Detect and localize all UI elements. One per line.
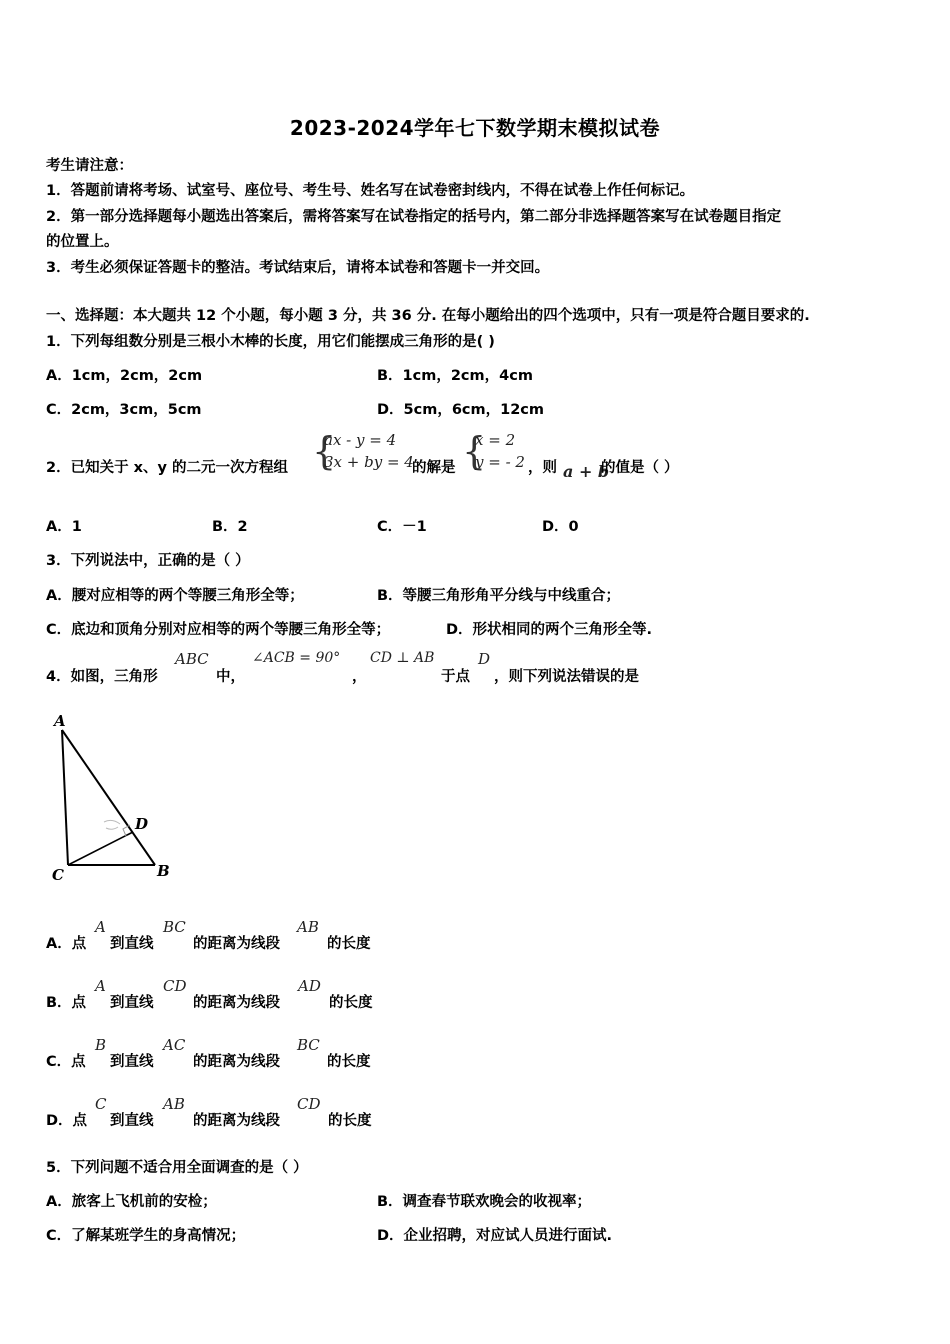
- section-heading: 一、选择题：本大题共 12 个小题，每小题 3 分，共 36 分. 在每小题给出的四个选项中，只有一项是符合题目要求的.: [46, 308, 810, 324]
- segment-cd: [68, 832, 133, 865]
- notice-heading: 考生请注意：: [46, 158, 133, 174]
- vertex-c-label: C: [52, 866, 64, 884]
- question-4-stem-2: 中，: [216, 669, 245, 685]
- perpendicular-label: CD ⊥ AB: [370, 650, 435, 666]
- side-ac: [62, 730, 68, 865]
- equation-system-brace: {: [312, 429, 337, 473]
- question-3-option-a: A．腰对应相等的两个等腰三角形全等；: [46, 588, 304, 604]
- question-2-option-a: A．1: [46, 519, 82, 535]
- point-d-label: D: [478, 650, 491, 668]
- question-3-stem: 3．下列说法中，正确的是（ ）: [46, 553, 250, 569]
- vertex-d-label: D: [135, 815, 149, 833]
- question-1-option-b: B．1cm，2cm，4cm: [377, 368, 533, 384]
- question-2-stem-post: 的值是（ ）: [601, 460, 679, 476]
- question-1-option-a: A．1cm，2cm，2cm: [46, 368, 203, 384]
- notice-item: 2．第一部分选择题每小题选出答案后，需将答案写在试卷指定的括号内，第二部分非选择题答案写在试卷题目指定: [46, 209, 782, 225]
- equation-system: [324, 429, 414, 473]
- question-3-option-d: D．形状相同的两个三角形全等.: [446, 622, 653, 638]
- equation-2: 3x + by = 4: [324, 453, 414, 471]
- question-5-option-b: B．调查春节联欢晚会的收视率；: [377, 1194, 592, 1210]
- question-2-stem-mid: 的解是: [412, 460, 456, 476]
- vertex-b-label: B: [157, 862, 170, 880]
- triangle-figure: [46, 708, 186, 888]
- notice-item: 的位置上。: [46, 234, 119, 250]
- question-1-option-d: D．5cm，6cm，12cm: [377, 402, 545, 418]
- equation-1: ax - y = 4: [324, 431, 397, 449]
- angle-acb-label: ∠ACB = 90°: [252, 650, 341, 666]
- question-4-stem-1: 4．如图，三角形: [46, 669, 158, 685]
- question-2-stem-mid2: ，则: [528, 460, 557, 476]
- notice-item: 1．答题前请将考场、试室号、座位号、考生号、姓名写在试卷密封线内，不得在试卷上作任何标记。: [46, 183, 695, 199]
- solution-1: x = 2: [475, 431, 516, 449]
- question-3-option-c: C．底边和顶角分别对应相等的两个等腰三角形全等；: [46, 622, 391, 638]
- notice-item: 3．考生必须保证答题卡的整洁。考试结束后，请将本试卷和答题卡一并交回。: [46, 260, 550, 276]
- vertex-a-label: A: [54, 712, 66, 730]
- solution-brace: {: [462, 429, 487, 473]
- question-2-option-c: C．－1: [377, 519, 427, 535]
- solution-2: y = - 2: [475, 453, 525, 471]
- question-4-stem-4: 于点: [441, 669, 470, 685]
- triangle-abc-label: ABC: [175, 650, 209, 668]
- figure-smudge: [104, 820, 120, 829]
- question-3-option-b: B．等腰三角形角平分线与中线重合；: [377, 588, 621, 604]
- question-4-stem-5: ，则下列说法错误的是: [494, 669, 639, 685]
- question-1-option-c: C．2cm，3cm，5cm: [46, 402, 202, 418]
- question-5-option-d: D．企业招聘，对应试人员进行面试.: [377, 1228, 613, 1244]
- question-5-option-c: C．了解某班学生的身高情况；: [46, 1228, 246, 1244]
- solution-system: [475, 429, 525, 473]
- question-2-option-d: D．0: [542, 519, 579, 535]
- question-4-stem-3: ，: [352, 669, 367, 685]
- question-2-option-b: B．2: [212, 519, 248, 535]
- expression-a-plus-b: a + b: [563, 462, 610, 481]
- question-2-stem-pre: 2．已知关于 x、y 的二元一次方程组: [46, 460, 288, 476]
- question-5-option-a: A．旅客上飞机前的安检；: [46, 1194, 217, 1210]
- question-1-stem: 1．下列每组数分别是三根小木棒的长度，用它们能摆成三角形的是( ): [46, 334, 495, 350]
- page-title: 2023-2024学年七下数学期末模拟试卷: [289, 116, 661, 140]
- question-5-stem: 5．下列问题不适合用全面调查的是（ ）: [46, 1160, 308, 1176]
